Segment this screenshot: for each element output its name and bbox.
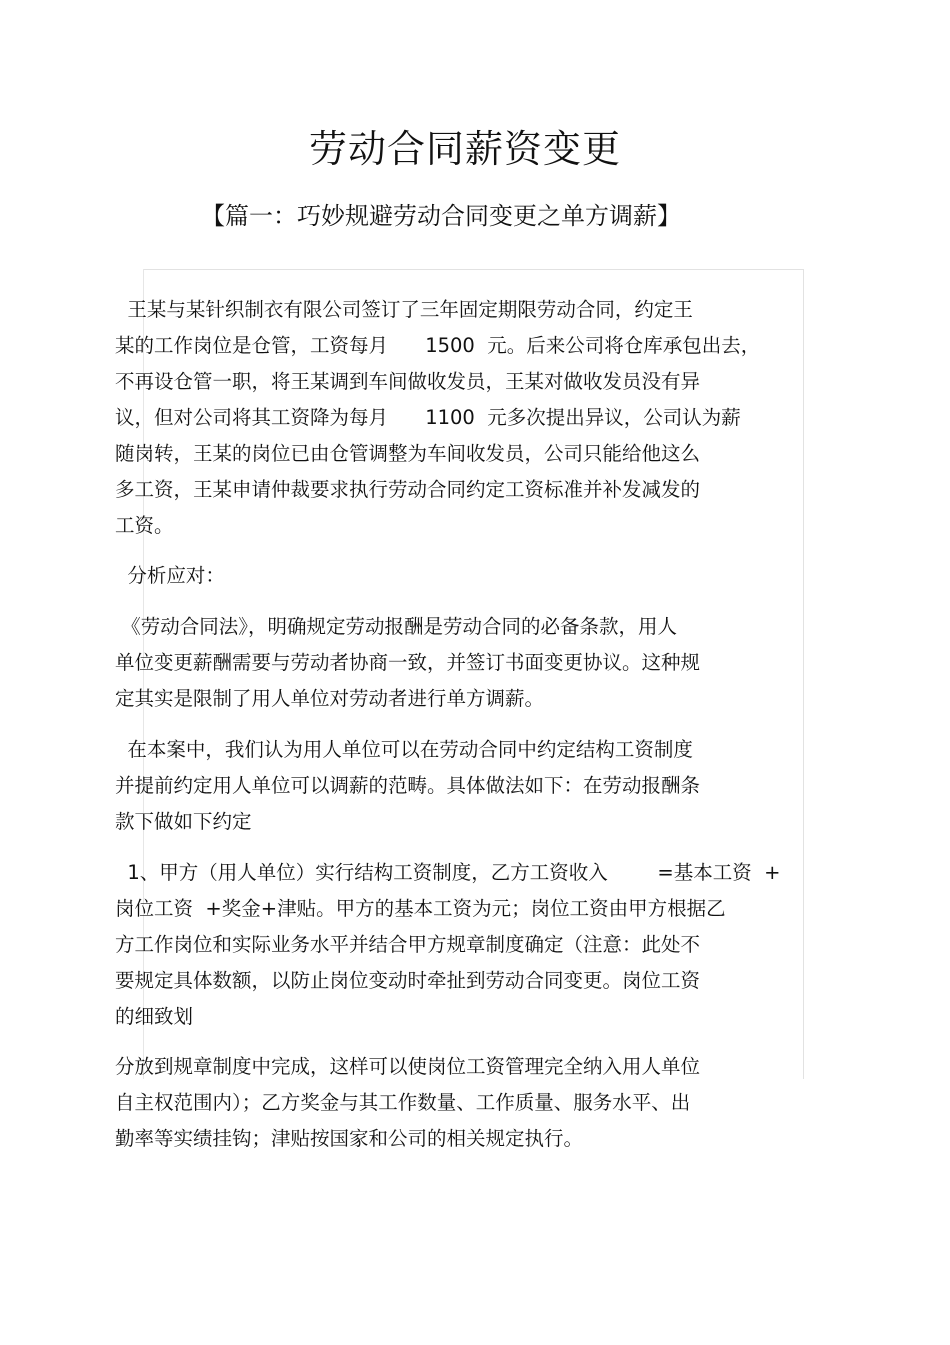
paragraph-analysis-heading bbox=[115, 558, 835, 594]
text-line: 不再设仓管一职，将王某调到车间做收发员，王某对做收发员没有异 bbox=[115, 370, 701, 393]
text-line: 岗位工资 +奖金+津贴。甲方的基本工资为元；岗位工资由甲方根据乙 bbox=[115, 897, 726, 920]
text-line: 王某与某针织制衣有限公司签订了三年固定期限劳动合同，约定王 bbox=[115, 298, 693, 321]
document-title: 劳动合同薪资变更 bbox=[308, 127, 621, 171]
paragraph-approach bbox=[115, 732, 835, 840]
paragraph-clause-1 bbox=[115, 855, 835, 1035]
text-line: 并提前约定用人单位可以调薪的范畴。具体做法如下：在劳动报酬条 bbox=[115, 774, 701, 797]
paragraph-clause-1-continued bbox=[115, 1049, 835, 1157]
text-line: 分放到规章制度中完成，这样可以使岗位工资管理完全纳入用人单位 bbox=[115, 1055, 701, 1078]
text-line: 要规定具体数额，以防止岗位变动时牵扯到劳动合同变更。岗位工资 bbox=[115, 969, 701, 992]
document-subtitle: 【篇一：巧妙规避劳动合同变更之单方调薪】 bbox=[201, 202, 681, 230]
text-line: 的细致划 bbox=[115, 1005, 194, 1028]
frame-border-top bbox=[143, 269, 804, 270]
text-line: 定其实是限制了用人单位对劳动者进行单方调薪。 bbox=[115, 687, 545, 710]
text-line: 某的工作岗位是仓管，工资每月 1500 元。后来公司将仓库承包出去， bbox=[115, 334, 761, 357]
text-line: 随岗转，王某的岗位已由仓管调整为车间收发员，公司只能给他这么 bbox=[115, 442, 701, 465]
text-line: 1、甲方（用人单位）实行结构工资制度，乙方工资收入 =基本工资 + bbox=[115, 861, 781, 884]
text-line: 勤率等实绩挂钩；津贴按国家和公司的相关规定执行。 bbox=[115, 1127, 584, 1150]
text-line: 议，但对公司将其工资降为每月 1100 元多次提出异议，公司认为薪 bbox=[115, 406, 741, 429]
text-line: 在本案中，我们认为用人单位可以在劳动合同中约定结构工资制度 bbox=[115, 738, 693, 761]
text-line: 多工资，王某申请仲裁要求执行劳动合同约定工资标准并补发减发的 bbox=[115, 478, 701, 501]
paragraph-case bbox=[115, 292, 835, 544]
text-line: 方工作岗位和实际业务水平并结合甲方规章制度确定（注意：此处不 bbox=[115, 933, 701, 956]
text-line: 工资。 bbox=[115, 514, 174, 537]
text-line: 分析应对： bbox=[115, 564, 225, 587]
text-line: 自主权范围内）；乙方奖金与其工作数量、工作质量、服务水平、出 bbox=[115, 1091, 691, 1114]
text-line: 款下做如下约定 bbox=[115, 810, 252, 833]
paragraph-law bbox=[115, 609, 835, 717]
text-line: 《劳动合同法》，明确规定劳动报酬是劳动合同的必备条款，用人 bbox=[115, 615, 677, 638]
text-line: 单位变更薪酬需要与劳动者协商一致，并签订书面变更协议。这种规 bbox=[115, 651, 701, 674]
